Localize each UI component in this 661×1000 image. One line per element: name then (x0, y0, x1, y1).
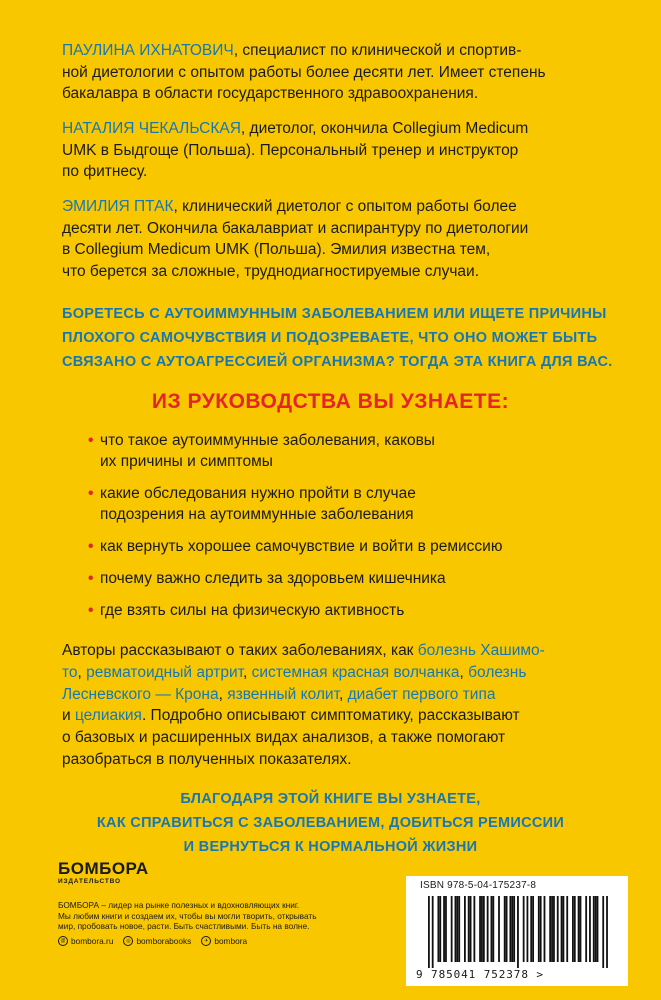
list-item: • какие обследования нужно пройти в случае подозрения на аутоиммунные заболевания (88, 485, 416, 523)
bullet-icon: • (88, 485, 94, 502)
section-heading: ИЗ РУКОВОДСТВА ВЫ УЗНАЕТЕ: (151, 390, 510, 413)
disease-highlight: болезнь (468, 663, 527, 681)
list-item: • почему важно следить за здоровьем кишечника (88, 570, 446, 587)
vk-telegram-icon: ✈ (201, 936, 211, 946)
list-item: • как вернуть хорошее самочувствие и войти в ремиссию (88, 538, 503, 555)
social-link-vk-telegram[interactable]: ✈ bombora (201, 936, 247, 946)
author-name: ПАУЛИНА ИХНАТОВИЧ (62, 42, 234, 59)
closing-statement: БЛАГОДАРЯ ЭТОЙ КНИГЕ ВЫ УЗНАЕТЕ, КАК СПРАВИТЬСЯ С ЗАБОЛЕВАНИЕМ, ДОБИТЬСЯ РЕМИССИИ И ВЕРНУТЬСЯ К НОРМАЛЬНОЙ ЖИЗНИ (96, 791, 565, 855)
description-paragraph: Авторы рассказывают о таких заболеваниях, как болезнь Хашимо- то, ревматоидный артрит, системная красная волчанка, болезнь Лесневского — Крона, язвенный колит, диабет первого типа и целиакия. Подробно описывают симптоматику, рассказывают о базовых и расширенных видах анализов, а также помогают разобраться в полученных показателях. (62, 642, 545, 768)
at-icon: @ (58, 936, 68, 946)
author-name: ЭМИЛИЯ ПТАК (62, 198, 174, 215)
list-item: • где взять силы на физическую активность (88, 602, 405, 619)
publisher-logo (58, 860, 149, 885)
disease-highlight: болезнь Хашимо- (417, 642, 545, 659)
author-bio-ptak: ЭМИЛИЯ ПТАК, клинический диетолог с опытом работы более десяти лет. Окончила бакалавриат и аспирантуру по диетологии в Collegium Medicum UMK (Польша). Эмилия известна тем, что берется за сложные, труднодиагностируемые случаи. (62, 198, 529, 280)
disease-highlight: системная красная волчанка (251, 663, 460, 681)
list-item: • что такое аутоиммунные заболевания, каковы их причины и симптомы (88, 432, 435, 470)
social-link-instagram[interactable]: ◎ bomborabooks (123, 936, 191, 946)
bullet-icon: • (88, 538, 94, 555)
isbn-barcode (406, 876, 628, 986)
disease-highlight: диабет первого типа (347, 685, 496, 703)
author-name: НАТАЛИЯ ЧЕКАЛЬСКАЯ (62, 120, 241, 137)
bullet-icon: • (88, 602, 94, 619)
instagram-icon: ◎ (123, 936, 133, 946)
author-bio-ihnatowicz: ПАУЛИНА ИХНАТОВИЧ, специалист по клинической и спортив- ной диетологии с опытом работы более десяти лет. Имеет степень бакалавра в области государственного здравоохранения. (62, 42, 546, 102)
social-link-site[interactable]: @ bombora.ru (58, 936, 113, 946)
disease-highlight: ревматоидный артрит (86, 663, 243, 681)
bullet-icon: • (88, 570, 94, 587)
publisher-subtitle: ИЗДАТЕЛЬСТВО (58, 878, 121, 885)
author-bio-chekalskaya: НАТАЛИЯ ЧЕКАЛЬСКАЯ, диетолог, окончила Collegium Medicum UMK в Быдгоще (Польша). Персональный тренер и инструктор по фитнесу. (62, 120, 529, 180)
barcode-digits: 9 785041 752378 > (416, 968, 544, 981)
disease-highlight: то (62, 663, 78, 681)
benefits-list (88, 430, 620, 621)
isbn-label: ISBN 978-5-04-175237-8 (420, 880, 537, 891)
publisher-social-links (58, 936, 247, 946)
publisher-brand: БОМБОРА (58, 859, 149, 878)
barcode-icon (428, 896, 608, 968)
disease-highlight: Лесневского — Крона (62, 685, 219, 703)
bullet-icon: • (88, 432, 94, 449)
disease-highlight: целиакия (74, 707, 142, 725)
publisher-about: БОМБОРА – лидер на рынке полезных и вдохновляющих книг. Мы любим книги и создаем их, чтобы вы могли творить, открывать мир, пробовать новое, расти. Быть счастливыми. Быть на волне. (58, 900, 317, 931)
disease-highlight: язвенный колит (227, 685, 339, 703)
lead-question: БОРЕТЕСЬ С АУТОИММУННЫМ ЗАБОЛЕВАНИЕМ ИЛИ ИЩЕТЕ ПРИЧИНЫ ПЛОХОГО САМОЧУВСТВИЯ И ПОДОЗРЕВАЕТЕ, ЧТО ОНО МОЖЕТ БЫТЬ СВЯЗАНО С АУТОАГРЕССИЕЙ ОРГАНИЗМА? ТОГДА ЭТА КНИГА ДЛЯ ВАС. (62, 306, 613, 370)
